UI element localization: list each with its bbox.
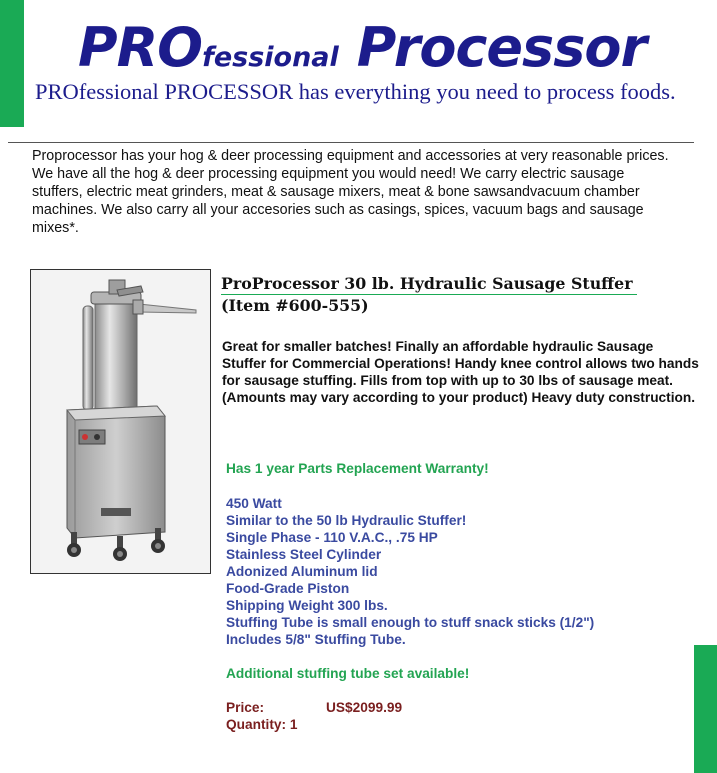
feature-item: 450 Watt <box>226 496 282 511</box>
price-label: Price: <box>226 700 265 715</box>
green-accent-bar-right <box>694 645 717 773</box>
site-tagline: PROfessional PROCESSOR has everything you need to process foods. <box>35 79 676 104</box>
feature-item: Food-Grade Piston <box>226 581 350 596</box>
product-image[interactable] <box>30 269 211 574</box>
feature-item: Includes 5/8" Stuffing Tube. <box>226 632 406 647</box>
feature-item: Similar to the 50 lb Hydraulic Stuffer! <box>226 513 467 528</box>
quantity-label: Quantity: <box>226 717 287 732</box>
feature-item: Single Phase - 110 V.A.C., .75 HP <box>226 530 438 545</box>
additional-tube-note: Additional stuffing tube set available! <box>226 666 470 681</box>
header-divider <box>8 142 694 143</box>
product-title[interactable] <box>221 273 691 316</box>
sausage-stuffer-illustration <box>31 270 210 573</box>
feature-item: Stuffing Tube is small enough to stuff snack sticks (1/2") <box>226 615 595 630</box>
feature-item: Adonized Aluminum lid <box>226 564 378 579</box>
site-logo[interactable] <box>78 16 646 79</box>
feature-item: Shipping Weight 300 lbs. <box>226 598 388 613</box>
logo-text-processor: Processor <box>356 16 647 79</box>
quantity-row <box>226 717 298 732</box>
product-description: Great for smaller batches! Finally an affordable hydraulic Sausage Stuffer for Commercial Operations! Handy knee control allows two hands for sausage stuffing. Fills from top with up to 30 lbs of sausage meat.(Amounts may vary according to your product) Heavy duty construction. <box>222 339 699 405</box>
intro-paragraph: Proprocessor has your hog & deer processing equipment and accessories at very reasonable prices. We have all the hog & deer processing equipment you would need! We carry electric sausage stuffers, electric meat grinders, meat & sausage mixers, meat & bone sawsandvacuum chamber machines. We also carry all your accesories such as casings, spices, vacuum bags and sausage mixes*. <box>32 148 669 236</box>
feature-item: Stainless Steel Cylinder <box>226 547 382 562</box>
feature-list <box>226 495 594 648</box>
logo-text-fessional: fessional <box>202 42 339 73</box>
product-item-number: (Item #600-555) <box>221 296 369 315</box>
warranty-note: Has 1 year Parts Replacement Warranty! <box>226 461 489 476</box>
product-title-text[interactable]: ProProcessor 30 lb. Hydraulic Sausage Stuffer <box>221 273 637 295</box>
quantity-value: 1 <box>289 717 298 732</box>
logo-text-pro: PRO <box>78 16 203 79</box>
green-accent-bar-left <box>0 0 24 127</box>
price-value: US$2099.99 <box>326 700 403 715</box>
